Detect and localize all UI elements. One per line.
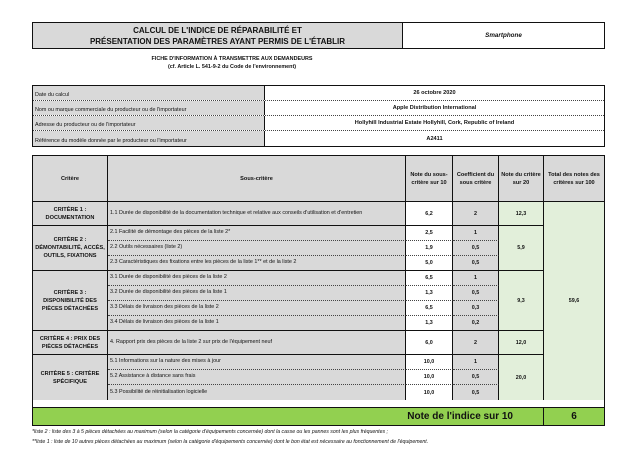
criterion-5-name: CRITÈRE 5 : CRITÈRE SPÉCIFIQUE xyxy=(33,355,108,400)
title-line-2: PRÉSENTATION DES PARAMÈTRES AYANT PERMIS DE L'ÉTABLIR xyxy=(89,36,346,46)
subcriterion-1-1-coef: 2 xyxy=(453,202,499,226)
subcriterion-3-2-coef: 0,5 xyxy=(453,286,499,301)
subcriterion-2-2-note: 1,9 xyxy=(406,241,453,256)
info-label: Adresse du producteur ou de l'importateur xyxy=(33,116,265,130)
header-coefficient: Coefficient du sous critère xyxy=(453,156,499,202)
subcriterion-3-3-note: 6,5 xyxy=(406,301,453,316)
subcriterion-3-2: 3.2 Durée de disponibilité des pièces de la liste 1 xyxy=(108,286,406,301)
info-value: Hollyhill Industrial Estate Hollyhill, Cork, Republic of Ireland xyxy=(354,120,515,126)
criterion-2-name: CRITÈRE 2 : DÉMONTABILITÉ, ACCÈS, OUTILS, FIXATIONS xyxy=(33,226,108,271)
info-value: Apple Distribution International xyxy=(392,105,477,111)
title-box xyxy=(32,22,605,49)
subcriterion-4-note: 6,0 xyxy=(406,331,453,355)
info-table xyxy=(32,85,605,147)
subcriterion-3-3-coef: 0,3 xyxy=(453,301,499,316)
subcriterion-3-4-coef: 0,2 xyxy=(453,316,499,331)
subcriterion-5-3: 5.3 Possibilité de réinitialisation logicielle xyxy=(108,385,406,400)
criterion-2-score: 5,9 xyxy=(499,226,544,271)
criterion-3-score: 9,3 xyxy=(499,271,544,331)
subcriterion-2-3-note: 5,0 xyxy=(406,256,453,271)
subcriterion-5-1: 5.1 Informations sur la nature des mises à jour xyxy=(108,355,406,370)
header-total: Total des notes des critères sur 100 xyxy=(544,156,604,202)
final-score-row xyxy=(32,407,605,426)
footnote-liste-2: *liste 2 : liste des 3 à 5 pièces détachées au maximum (selon la catégorie d'équipements concernée) dont la casse ou les pannes sont les plus fréquentes ; xyxy=(32,429,388,435)
subcriterion-3-4: 3.4 Délais de livraison des pièces de la liste 1 xyxy=(108,316,406,331)
subtitle-line-2: (cf. Article L. 541-9-2 du Code de l'environnement) xyxy=(167,64,297,70)
info-row-producer-name xyxy=(33,101,604,116)
header-critere: Critère xyxy=(33,156,108,202)
subcriterion-5-3-coef: 0,5 xyxy=(453,385,499,400)
header-note-sous-critere: Note du sous-critère sur 10 xyxy=(406,156,453,202)
subcriterion-2-3-coef: 0,5 xyxy=(453,256,499,271)
subtitle-line-1: FICHE D'INFORMATION À TRANSMETTRE AUX DEMANDEURS xyxy=(151,56,313,62)
subcriterion-3-1: 3.1 Durée de disponibilité des pièces de la liste 2 xyxy=(108,271,406,286)
info-row-model-reference xyxy=(33,131,604,146)
subcriterion-2-1-coef: 1 xyxy=(453,226,499,241)
subcriterion-3-4-note: 1,3 xyxy=(406,316,453,331)
info-row-date xyxy=(33,86,604,101)
info-row-producer-address xyxy=(33,116,604,131)
criterion-3-name: CRITÈRE 3 : DISPONIBILITÉ DES PIÈCES DÉTACHÉES xyxy=(33,271,108,331)
subcriterion-4-coef: 2 xyxy=(453,331,499,355)
score-table xyxy=(32,155,605,407)
info-label: Date du calcul xyxy=(33,86,265,100)
info-value: A2411 xyxy=(426,135,443,142)
subtitle xyxy=(102,55,362,71)
subcriterion-5-2-note: 10,0 xyxy=(406,370,453,385)
document-title xyxy=(33,23,403,48)
subcriterion-5-2: 5.2 Assistance à distance sans frais xyxy=(108,370,406,385)
criterion-4-score: 12,0 xyxy=(499,331,544,355)
subcriterion-2-1-note: 2,5 xyxy=(406,226,453,241)
subcriterion-5-2-coef: 0,5 xyxy=(453,370,499,385)
subcriterion-5-1-coef: 1 xyxy=(453,355,499,370)
product-category: Smartphone xyxy=(485,32,522,39)
subcriterion-5-3-note: 10,0 xyxy=(406,385,453,400)
final-score-value: 6 xyxy=(571,411,577,422)
subcriterion-2-3: 2.3 Caractéristiques des fixations entre les pièces de la liste 1** et de la liste 2 xyxy=(108,256,406,271)
total-score-100: 59,6 xyxy=(544,202,604,400)
info-label: Référence du modèle donnée par le producteur ou l'importateur xyxy=(33,131,265,146)
final-score-label: Note de l'indice sur 10 xyxy=(33,408,544,425)
subcriterion-2-2: 2.2 Outils nécessaires (liste 2) xyxy=(108,241,406,256)
subcriterion-3-3: 3.3 Délais de livraison des pièces de la liste 2 xyxy=(108,301,406,316)
footnote-liste-1: **liste 1 : liste de 10 autres pièces détachées au maximum (selon la catégorie d'équipements concernée) dont le bon état est nécessaire au fonctionnement de l'équipement. xyxy=(32,439,429,445)
header-sous-critere: Sous-critère xyxy=(108,156,406,202)
subcriterion-2-2-coef: 0,5 xyxy=(453,241,499,256)
criterion-1-name: CRITÈRE 1 : DOCUMENTATION xyxy=(33,202,108,226)
subcriterion-1-1: 1.1 Durée de disponibilité de la documentation technique et relative aux conseils d'utilisation et d'entretien xyxy=(108,202,406,226)
subcriterion-3-1-note: 6,5 xyxy=(406,271,453,286)
subcriterion-2-1: 2.1 Facilité de démontage des pièces de la liste 2* xyxy=(108,226,406,241)
info-value: 26 octobre 2020 xyxy=(413,90,456,96)
subcriterion-3-1-coef: 1 xyxy=(453,271,499,286)
info-label: Nom ou marque commerciale du producteur ou de l'importateur xyxy=(33,101,265,115)
subcriterion-4: 4. Rapport prix des pièces de la liste 2 sur prix de l'équipement neuf xyxy=(108,331,406,355)
title-line-1: CALCUL DE L'INDICE DE RÉPARABILITÉ ET xyxy=(133,25,302,35)
subcriterion-3-2-note: 1,3 xyxy=(406,286,453,301)
criterion-4-name: CRITÈRE 4 : PRIX DES PIÈCES DÉTACHÉES xyxy=(33,331,108,355)
criterion-1-score: 12,3 xyxy=(499,202,544,226)
header-note-critere: Note du critère sur 20 xyxy=(499,156,544,202)
subcriterion-1-1-note: 6,2 xyxy=(406,202,453,226)
criterion-5-score: 20,0 xyxy=(499,355,544,400)
subcriterion-5-1-note: 10,0 xyxy=(406,355,453,370)
